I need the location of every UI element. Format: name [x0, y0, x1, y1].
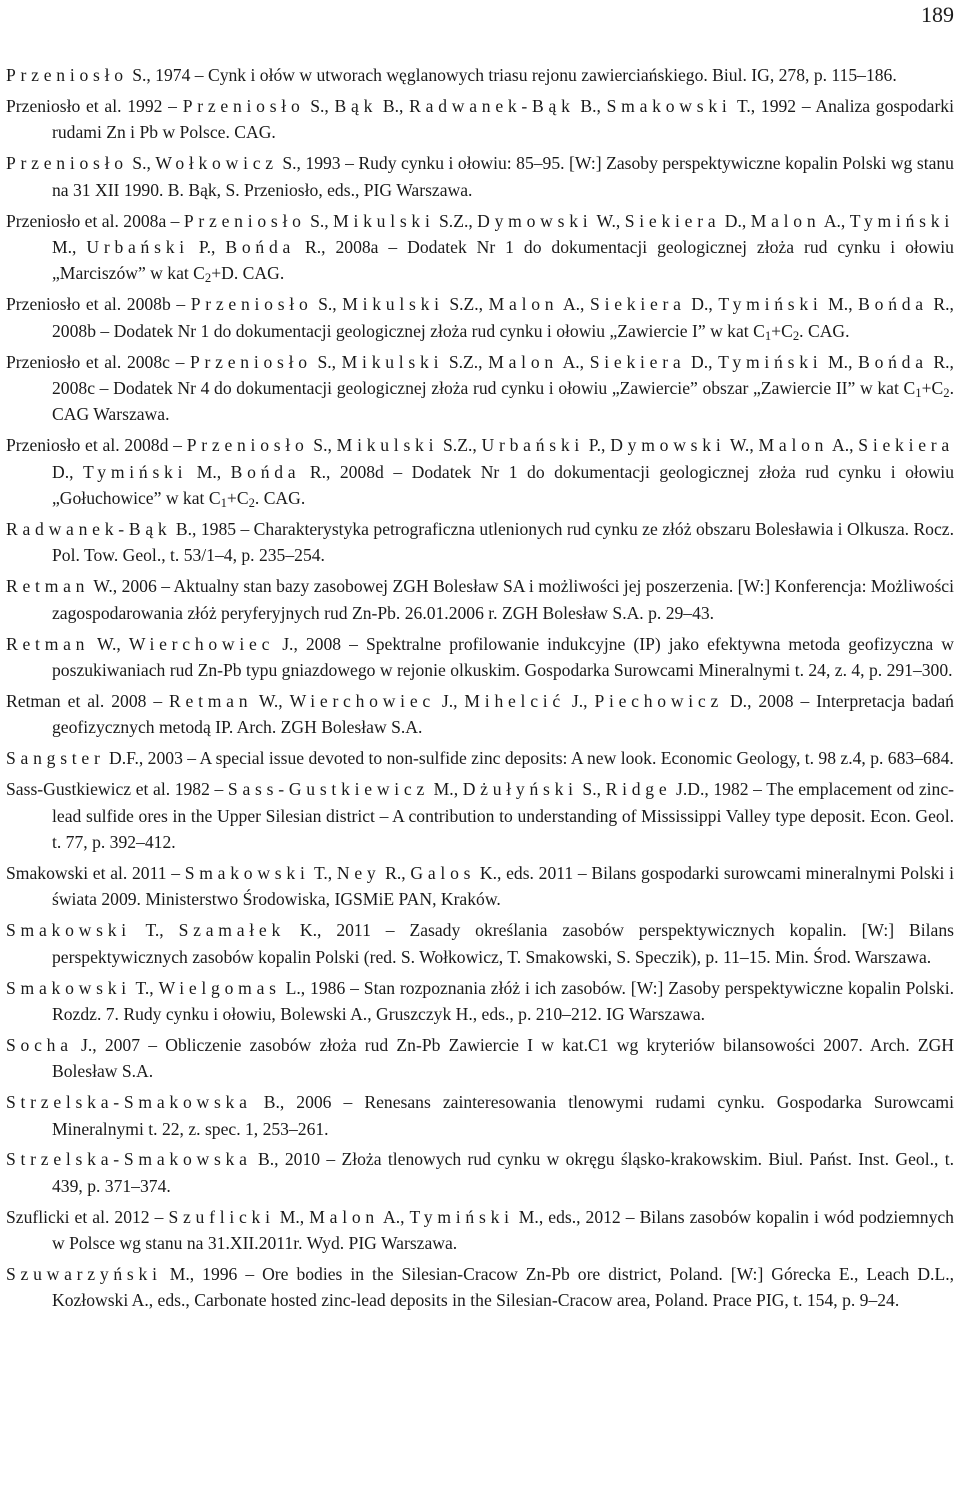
- reference-text: D.,: [685, 294, 719, 315]
- reference-entry: [6, 1146, 954, 1199]
- reference-entry: [6, 1204, 954, 1257]
- author-name: Urbański: [86, 236, 189, 257]
- author-name: Bońda: [225, 236, 296, 257]
- reference-text: . CAG.: [799, 320, 850, 341]
- reference-text: R., 2008c – Dodatek Nr 4 do dokumentacji geologicznej złoża rud cynku i ołowiu „Zawiercie” obszar „Zawiercie II” w kat C: [52, 351, 954, 398]
- reference-text: B., 2006 – Renesans zainteresowania tlenowymi rudami cynku. Gospodarka Surowcami Mineralnymi t. 22, z. spec. 1, 253–261.: [52, 1092, 954, 1139]
- author-name: Przeniosło: [6, 65, 128, 85]
- reference-text: Przeniosło et al. 1992 –: [6, 95, 183, 116]
- author-name: Dżułyński: [462, 779, 578, 800]
- author-name: Ridge: [605, 779, 672, 800]
- author-name: Mihelcić: [464, 690, 565, 711]
- author-name: Mikulski: [342, 294, 444, 315]
- author-name: Siekiera: [858, 435, 954, 456]
- reference-text: B., 1985 – Charakterystyka petrograficzna utlenionych rud cynku ze złóż obszaru Bolesławia i Olkusza. Rocz. Pol. Tow. Geol., t. 53/1–4, p. 235–254.: [52, 519, 954, 566]
- reference-text: Szuflicki et al. 2012 –: [6, 1206, 169, 1227]
- reference-text: D.,: [52, 461, 83, 482]
- reference-entry: [6, 1089, 954, 1142]
- reference-entry: [6, 631, 954, 684]
- reference-text: Przeniosło et al. 2008c –: [6, 351, 191, 372]
- subscript: 1: [220, 496, 227, 511]
- author-name: Dymowski: [610, 435, 726, 456]
- reference-entry: [6, 208, 954, 287]
- reference-text: S.,: [308, 435, 337, 456]
- reference-text: A.,: [820, 210, 850, 231]
- reference-text: M.,: [822, 351, 859, 372]
- reference-text: S.Z.,: [443, 351, 489, 372]
- reference-text: Przeniosło et al. 2008d –: [6, 435, 187, 456]
- author-name: Tymiński: [718, 294, 823, 315]
- reference-text: W.,: [89, 633, 129, 654]
- reference-text: P.,: [584, 435, 611, 456]
- reference-text: K., eds. 2011 – Bilans gospodarki surowcami mineralnymi Polski i świata 2009. Ministerstwo Środowiska, IGSMiE PAN, Kraków.: [52, 862, 954, 910]
- reference-text: J.,: [434, 690, 465, 711]
- reference-entry: [6, 93, 954, 146]
- author-name: Mikulski: [333, 210, 435, 231]
- reference-text: M.,: [52, 236, 87, 257]
- reference-entry: [6, 917, 954, 970]
- reference-text: Przeniosło et al. 2008b –: [6, 294, 191, 315]
- reference-text: +D. CAG.: [211, 263, 285, 284]
- reference-text: M.,: [822, 294, 859, 315]
- author-name: Tymiński: [83, 461, 188, 482]
- author-name: Mikulski: [341, 351, 444, 372]
- reference-text: A.,: [378, 1206, 410, 1227]
- reference-text: D.,: [685, 351, 719, 372]
- page-number: 189: [921, 2, 954, 27]
- reference-text: Przeniosło et al. 2008a –: [6, 210, 184, 231]
- author-name: Sass-Gustkiewicz: [227, 779, 430, 800]
- author-name: Przeniosło: [186, 435, 309, 456]
- reference-entry: [6, 150, 954, 203]
- subscript: 1: [915, 386, 922, 401]
- author-name: Retman: [6, 576, 90, 597]
- reference-text: R., 2008b – Dodatek Nr 1 do dokumentacji geologicznej złoża rud cynku i ołowiu „Zawiercie I” w kat C: [52, 294, 954, 341]
- reference-text: +C: [771, 320, 793, 341]
- reference-entry: [6, 776, 954, 855]
- reference-text: Retman et al. 2008 –: [6, 690, 170, 711]
- subscript: 2: [204, 271, 212, 286]
- author-name: Smakowski: [184, 862, 310, 883]
- author-name: Bońda: [858, 351, 928, 372]
- reference-text: L., 1986 – Stan rozpoznania złóż i ich zasobów. [W:] Zasoby perspektywiczne kopalin Polski. Rozdz. 7. Rudy cynku i ołowiu, Bolewski A., Gruszczyk H., eds., p. 210–212. IG Warszawa.: [52, 977, 954, 1024]
- reference-text: T.,: [130, 977, 159, 998]
- reference-text: +C: [226, 488, 249, 509]
- reference-text: A.,: [558, 294, 591, 315]
- author-name: Strzelska-Smakowska: [6, 1092, 252, 1113]
- author-name: Urbański: [481, 435, 585, 456]
- reference-text: K., 2011 – Zasady określania zasobów perspektywicznych kopalin. [W:] Bilans perspektywicznych zasobów kopalin Polski (red. S. Wołkowicz, T. Smakowski, S. Speczik), p. 11–15. Min. Środ. Warszawa.: [52, 920, 954, 967]
- author-name: Wielgomas: [158, 977, 281, 998]
- author-name: Galos: [410, 862, 476, 883]
- reference-text: S.Z.,: [438, 435, 482, 456]
- author-name: Retman: [6, 633, 90, 654]
- author-name: Bońda: [230, 461, 301, 482]
- author-name: Bońda: [858, 294, 928, 315]
- reference-text: T.,: [309, 862, 337, 883]
- reference-entry: [6, 349, 954, 428]
- reference-entry: [6, 1032, 954, 1085]
- subscript: 2: [792, 328, 800, 343]
- reference-text: Smakowski et al. 2011 –: [6, 862, 185, 883]
- reference-text: P.,: [188, 236, 226, 257]
- subscript: 1: [764, 328, 772, 343]
- reference-text: Sass-Gustkiewicz et al. 1982 –: [6, 779, 228, 800]
- author-name: Wołkowicz: [155, 153, 278, 174]
- author-name: Tymiński: [718, 351, 823, 372]
- reference-text: R., 2008a – Dodatek Nr 1 do dokumentacji geologicznej złoża rud cynku i ołowiu „Marciszów” w kat C: [52, 236, 954, 284]
- reference-text: M.,: [187, 461, 231, 482]
- reference-text: R., 2008d – Dodatek Nr 1 do dokumentacji geologicznej złoża rud cynku i ołowiu „Gołuchowice” w kat C: [52, 461, 954, 509]
- author-name: Retman: [169, 690, 253, 711]
- reference-text: S.Z.,: [443, 294, 489, 315]
- author-name: Przeniosło: [182, 95, 305, 116]
- author-name: Malon: [488, 351, 558, 372]
- author-name: Siekiera: [590, 294, 686, 315]
- subscript: 2: [943, 386, 950, 401]
- author-name: Malon: [309, 1206, 379, 1227]
- reference-text: S.,: [577, 779, 606, 800]
- reference-text: B.,: [377, 95, 410, 116]
- author-name: Malon: [758, 435, 829, 456]
- reference-text: A.,: [828, 435, 859, 456]
- reference-entry: [6, 975, 954, 1028]
- reference-text: M.,: [274, 1206, 310, 1227]
- reference-text: S.,: [312, 294, 343, 315]
- author-name: Wierchowiec: [128, 633, 275, 654]
- author-name: Smakowski: [6, 920, 131, 941]
- reference-text: M., 1996 – Ore bodies in the Silesian-Cracow Zn-Pb ore district, Poland. [W:] Górecka E., Leach D.L., Kozłowski A., eds., Carbonate hosted zinc-lead deposits in the Silesian-Cracow area, Poland. Prace PIG, t. 154, p. 9–24.: [52, 1264, 954, 1311]
- subscript: 2: [248, 496, 255, 511]
- reference-text: D.F., 2003 – A special issue devoted to non-sulfide zinc deposits: A new look. Economic Geology, t. 98 z.4, p. 683–684.: [104, 748, 954, 769]
- author-name: Tymiński: [409, 1206, 514, 1227]
- author-name: Szuwarzyński: [6, 1264, 162, 1285]
- author-name: Malon: [750, 210, 821, 231]
- author-name: Przeniosło: [190, 294, 313, 315]
- reference-text: J.,: [564, 690, 595, 711]
- reference-text: D., 2008 – Interpretacja badań geofizycznych metodą IP. Arch. ZGH Bolesław S.A.: [52, 690, 954, 738]
- author-name: Malon: [488, 294, 559, 315]
- author-name: Socha: [6, 1034, 73, 1055]
- author-name: Przeniosło: [190, 351, 312, 372]
- reference-text: . CAG Warszawa.: [52, 377, 954, 425]
- author-name: Ney: [336, 862, 381, 883]
- author-name: Smakowski: [606, 95, 732, 116]
- reference-text: T.,: [130, 920, 179, 941]
- author-name: Szamałek: [178, 920, 286, 941]
- reference-text: S.,: [127, 153, 156, 174]
- reference-text: R.,: [380, 862, 411, 883]
- reference-text: S., 1974 – Cynk i ołów w utworach węglanowych triasu rejonu zawierciańskiego. Biul. IG, 278, p. 115–186.: [127, 65, 897, 85]
- reference-entry: [6, 745, 954, 771]
- author-name: Tymiński: [849, 210, 954, 231]
- author-name: Dymowski: [477, 210, 593, 231]
- author-name: Bąk: [334, 95, 378, 116]
- reference-text: M.,: [429, 779, 463, 800]
- reference-entry: [6, 62, 954, 88]
- reference-text: M., eds., 2012 – Bilans zasobów kopalin i wód podziemnych w Polsce wg stanu na 31.XII.2011r. Wyd. PIG Warszawa.: [52, 1206, 954, 1254]
- reference-text: W.,: [725, 435, 759, 456]
- reference-text: W.,: [252, 690, 290, 711]
- reference-text: S.,: [311, 351, 342, 372]
- author-name: Smakowski: [6, 977, 131, 998]
- author-name: Wierchowiec: [289, 690, 435, 711]
- reference-list: [6, 62, 954, 1318]
- reference-entry: [6, 688, 954, 741]
- reference-text: +C: [921, 377, 944, 398]
- reference-entry: [6, 432, 954, 511]
- author-name: Sangster: [6, 748, 105, 769]
- author-name: Mikulski: [336, 435, 439, 456]
- reference-text: W., 2006 – Aktualny stan bazy zasobowej ZGH Bolesław SA i możliwości jej poszerzenia. [W:] Konferencja: Możliwości zagospodarowania złóż peryferyjnych rud Zn-Pb. 26.01.2006 r. ZGH Bolesław S.A. p. 29–43.: [52, 576, 954, 623]
- reference-entry: [6, 516, 954, 569]
- reference-text: J., 2007 – Obliczenie zasobów złoża rud Zn-Pb Zawiercie I w kat.C1 wg kryteriów bilansowości 2007. Arch. ZGH Bolesław S.A.: [52, 1034, 954, 1082]
- author-name: Strzelska-Smakowska: [6, 1149, 252, 1170]
- reference-entry: [6, 291, 954, 344]
- reference-text: A.,: [557, 351, 590, 372]
- reference-text: S.,: [305, 210, 334, 231]
- reference-text: W.,: [592, 210, 625, 231]
- reference-text: S.,: [304, 95, 335, 116]
- reference-text: T., 1992 – Analiza gospodarki rudami Zn i Pb w Polsce. CAG.: [52, 95, 954, 143]
- reference-text: J., 2008 – Spektralne profilowanie indukcyjne (IP) jako efektywna metoda geofizyczna w poszukiwaniach rud Zn-Pb typu gniazdowego w rejonie olkuskim. Gospodarka Surowcami Mineralnymi t. 24, z. 4, p. 291–300.: [52, 633, 954, 681]
- author-name: Siekiera: [624, 210, 721, 231]
- reference-text: S.Z.,: [434, 210, 478, 231]
- reference-text: S., 1993 – Rudy cynku i ołowiu: 85–95. [W:] Zasoby perspektywiczne kopalin Polski wg stanu na 31 XII 1990. B. Bąk, S. Przeniosło, eds., PIG Warszawa.: [52, 153, 954, 200]
- reference-text: J.D., 1982 – The emplacement od zinc-lead sulfide ores in the Upper Silesian district – A contribution to understanding of Mississippi Valley type deposit. Econ. Geol. t. 77, p. 392–412.: [52, 779, 954, 852]
- author-name: Przeniosło: [6, 153, 128, 174]
- reference-entry: [6, 573, 954, 626]
- author-name: Piechowicz: [594, 690, 724, 711]
- reference-entry: [6, 860, 954, 913]
- reference-text: . CAG.: [254, 488, 306, 509]
- author-name: Przeniosło: [183, 210, 306, 231]
- reference-text: B.,: [574, 95, 607, 116]
- reference-text: D.,: [720, 210, 751, 231]
- author-name: Radwanek-Bąk: [6, 519, 172, 539]
- author-name: Radwanek-Bąk: [409, 95, 575, 116]
- author-name: Szuflicki: [168, 1206, 275, 1227]
- author-name: Siekiera: [589, 351, 686, 372]
- reference-entry: [6, 1261, 954, 1314]
- reference-text: B., 2010 – Złoża tlenowych rud cynku w okręgu śląsko-krakowskim. Biul. Państ. Inst. Geol., t. 439, p. 371–374.: [52, 1149, 954, 1196]
